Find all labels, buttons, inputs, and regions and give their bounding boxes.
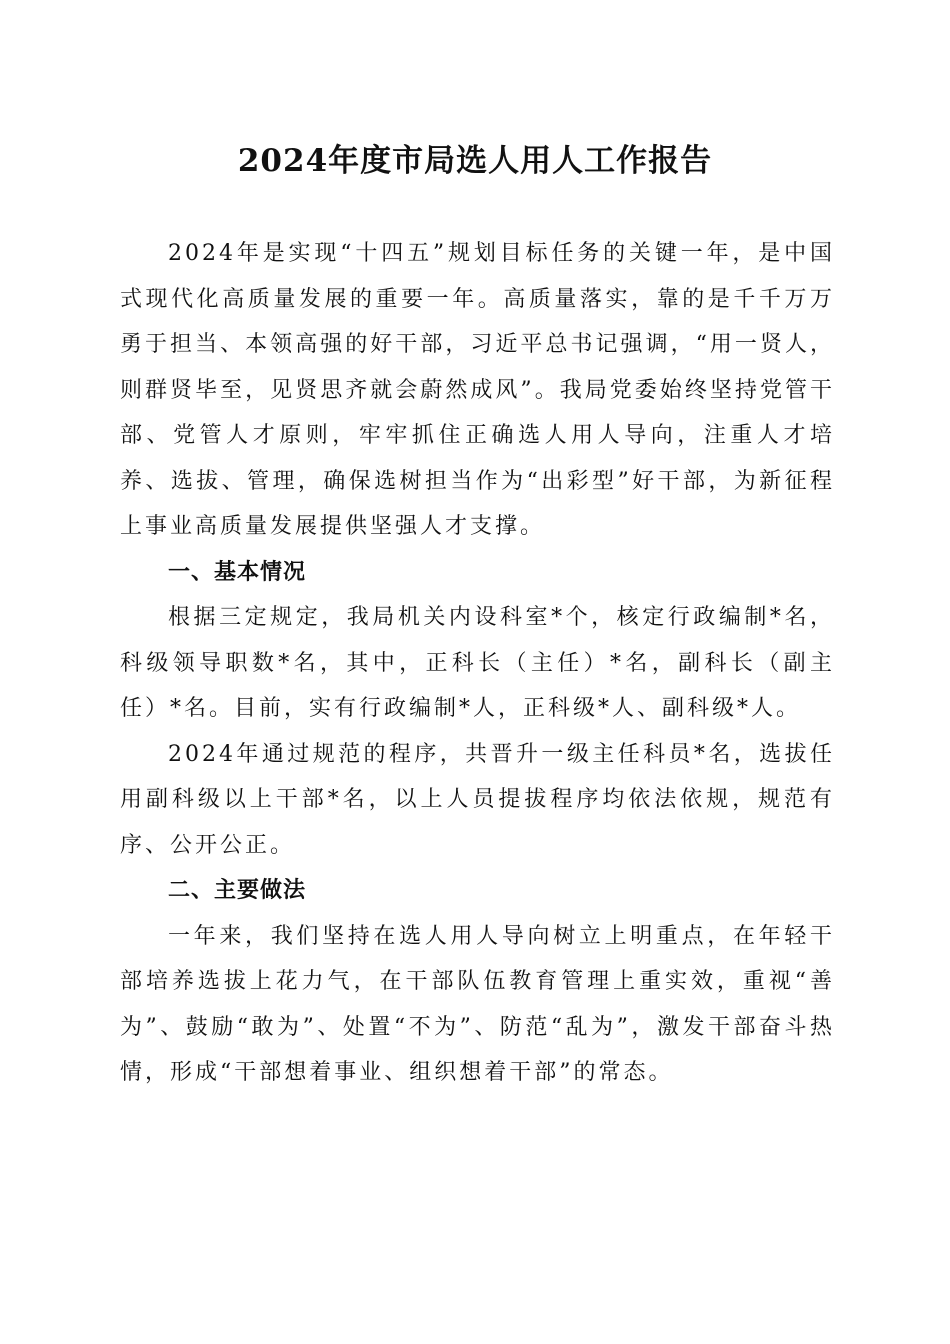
document-title: 2024年度市局选人用人工作报告 <box>237 143 713 179</box>
basic-paragraph-1: 根据三定规定，我局机关内设科室*个，核定行政编制*名，科级领导职数*名，其中，正科长（主任）*名，副科长（副主任）*名。目前，实有行政编制*人，正科级*人、副科级*人。 <box>120 605 835 721</box>
intro-paragraph: 2024年是实现“十四五”规划目标任务的关键一年，是中国式现代化高质量发展的重要一年。高质量落实，靠的是千千万万勇于担当、本领高强的好干部，习近平总书记强调，“用一贤人，则群贤毕至，见贤思齐就会蔚然成风”。我局党委始终坚持党管干部、党管人才原则，牢牢抓住正确选人用人导向，注重人才培养、选拔、管理，确保选树担当作为“出彩型”好干部，为新征程上事业高质量发展提供坚强人才支撑。 <box>120 241 835 539</box>
section-heading-practices: 二、主要做法 <box>168 878 307 903</box>
section-heading-basic: 一、基本情况 <box>168 559 307 585</box>
basic-paragraph-2: 2024年通过规范的程序，共晋升一级主任科员*名，选拔任用副科级以上干部*名，以上人员提拔程序均依法依规，规范有序、公开公正。 <box>120 741 835 858</box>
practices-paragraph-1: 一年来，我们坚持在选人用人导向树立上明重点，在年轻干部培养选拔上花力气，在干部队伍教育管理上重实效，重视“善为”、鼓励“敢为”、处置“不为”、防范“乱为”，激发干部奋斗热情，形成“干部想着事业、组织想着干部”的常态。 <box>120 923 835 1085</box>
document-body <box>120 231 835 1096</box>
